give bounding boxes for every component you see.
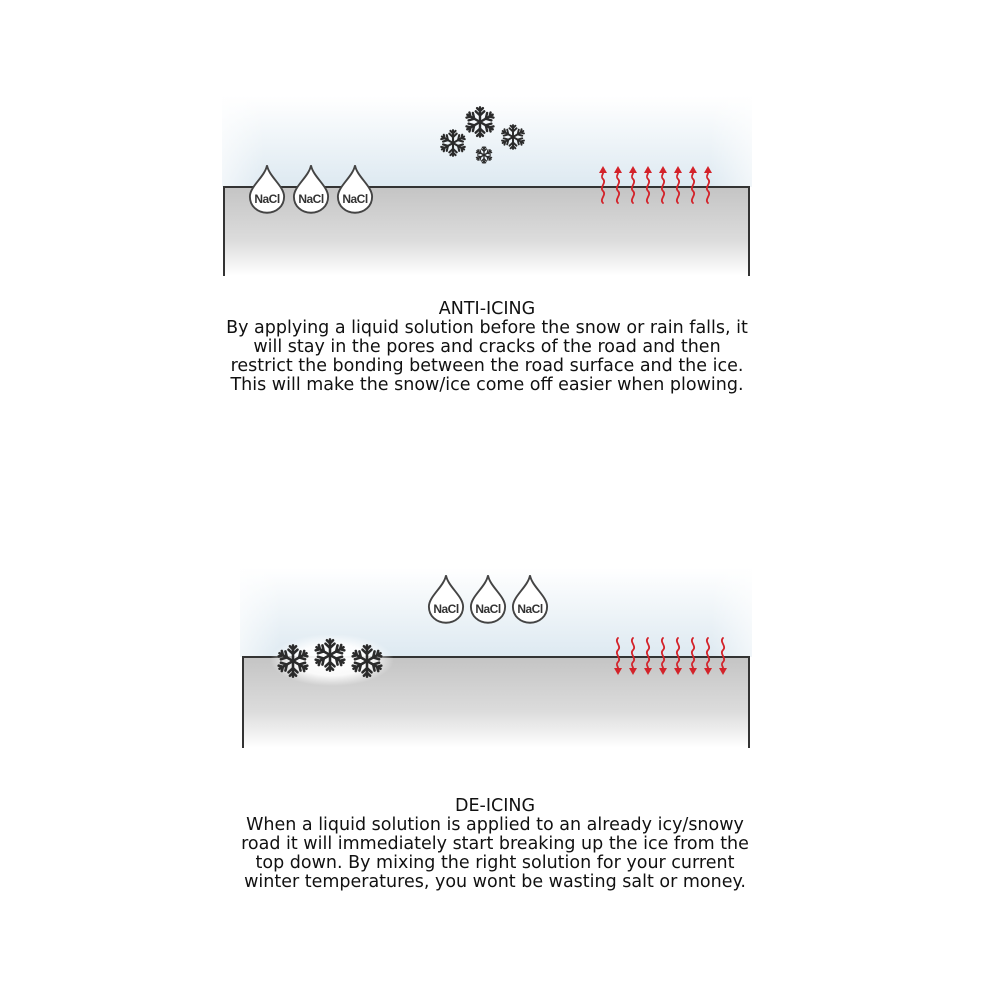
anti-icing-diagram — [222, 96, 752, 276]
svg-text:NaCl: NaCl — [475, 602, 501, 616]
ground-snowflakes — [270, 634, 394, 686]
svg-text:NaCl: NaCl — [298, 192, 324, 206]
caption-line: winter temperatures, you wont be wasting salt or money. — [244, 872, 746, 892]
de-icing-heading: DE-ICING — [454, 796, 536, 816]
caption-line: road it will immediately start breaking up the ice from the — [241, 834, 749, 854]
salt-drops — [429, 575, 547, 623]
caption-line: top down. By mixing the right solution for your current — [255, 853, 735, 873]
caption-line: restrict the bonding between the road surface and the ice. — [230, 356, 744, 376]
svg-text:NaCl: NaCl — [254, 192, 280, 206]
svg-text:NaCl: NaCl — [517, 602, 543, 616]
caption-line: will stay in the pores and cracks of the road and then — [253, 337, 721, 357]
anti-icing-caption — [212, 300, 762, 395]
caption-line: By applying a liquid solution before the snow or rain falls, it — [226, 318, 748, 338]
anti-icing-heading: ANTI-ICING — [438, 299, 536, 319]
svg-text:NaCl: NaCl — [433, 602, 459, 616]
caption-line: This will make the snow/ice come off easier when plowing. — [230, 375, 744, 395]
de-icing-diagram — [240, 568, 752, 748]
de-icing-caption — [222, 797, 768, 892]
salt-drops — [250, 165, 372, 213]
caption-line: When a liquid solution is applied to an already icy/snowy — [246, 815, 744, 835]
svg-text:NaCl: NaCl — [342, 192, 368, 206]
